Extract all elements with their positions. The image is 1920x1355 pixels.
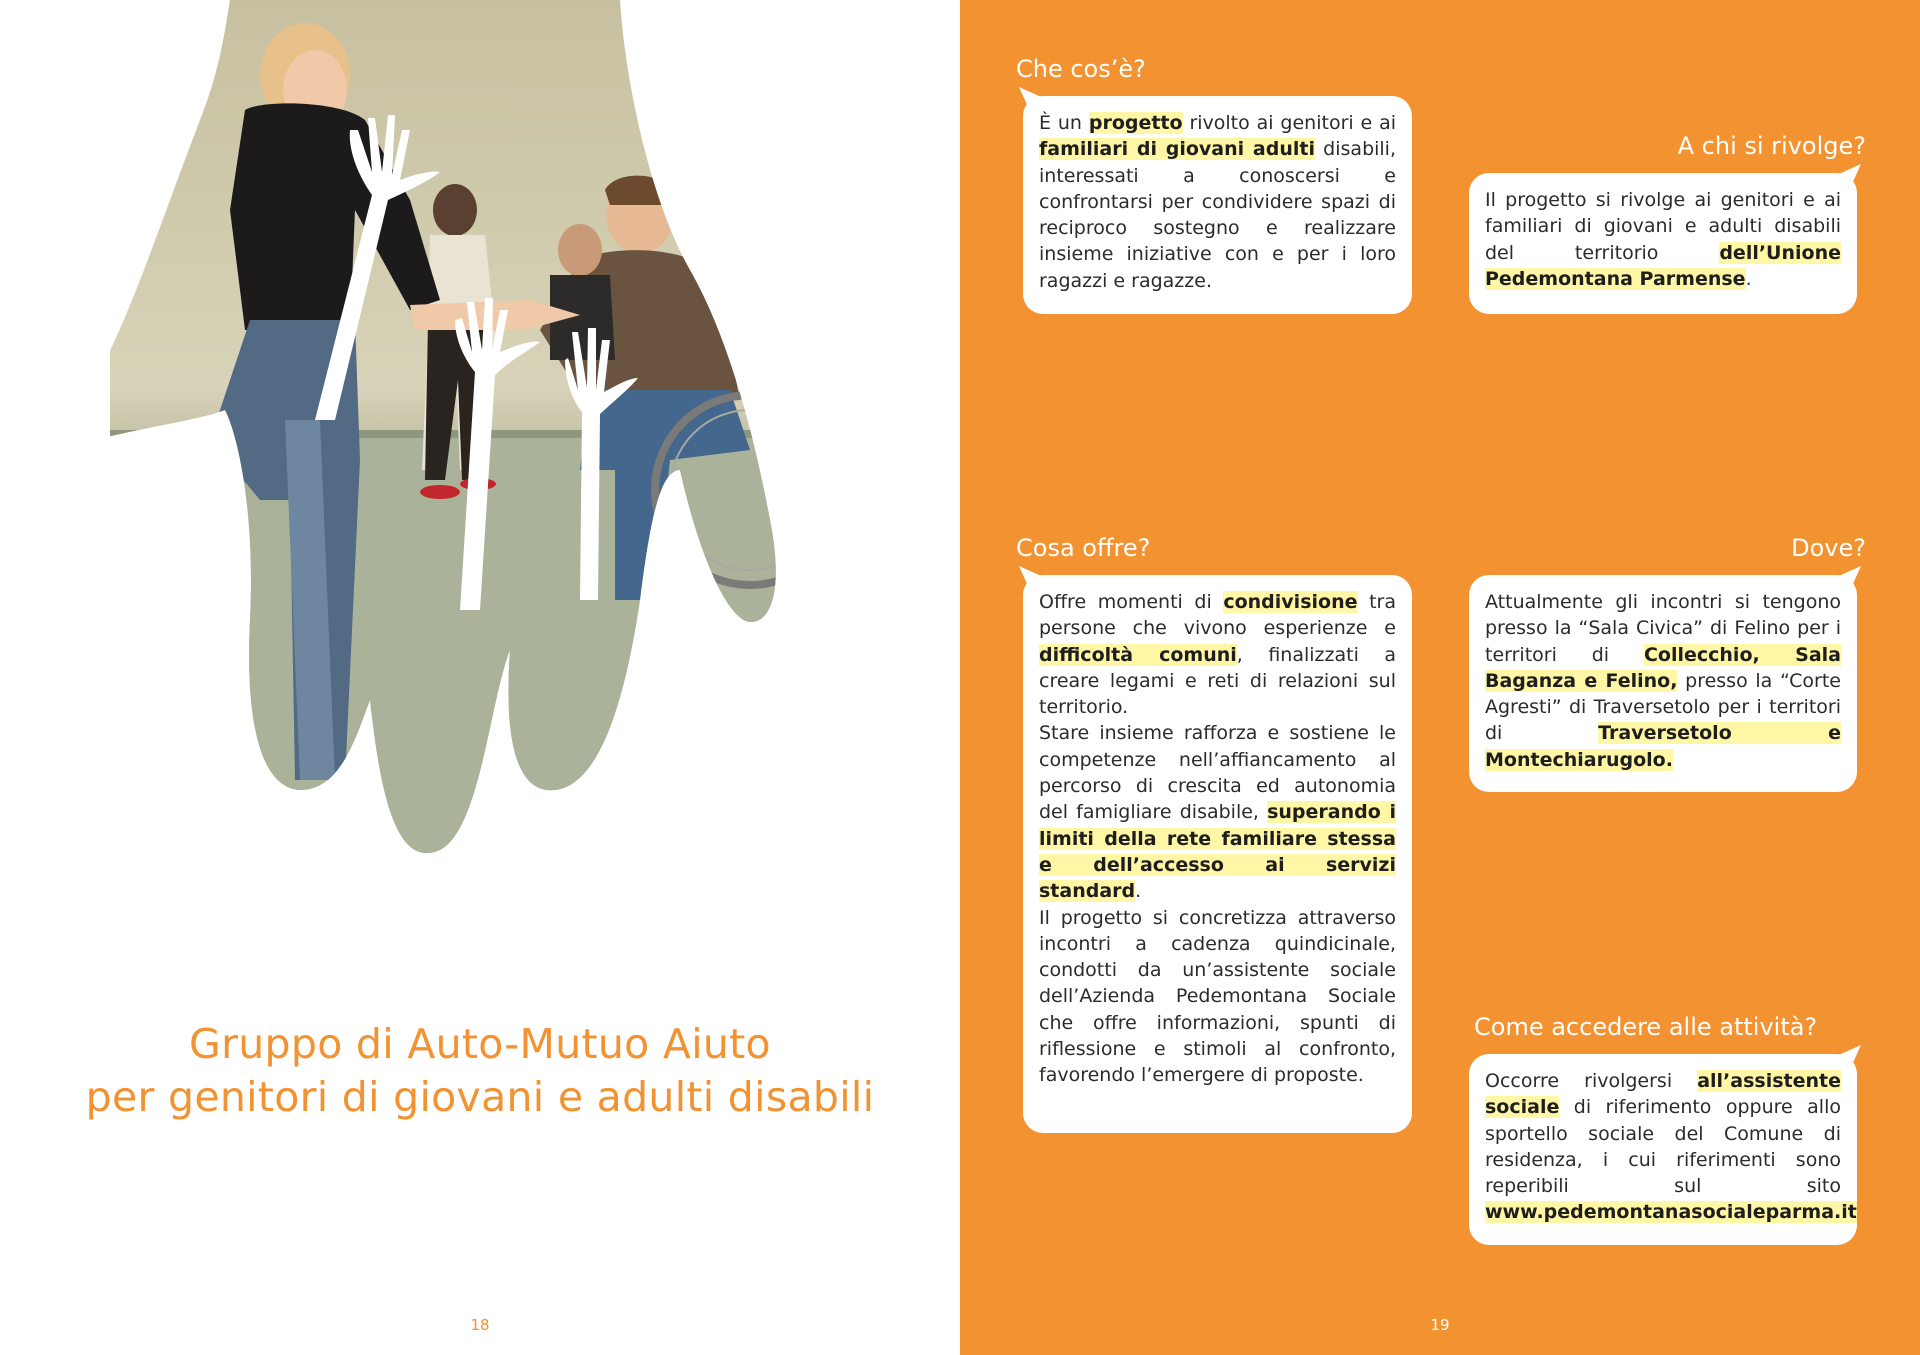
text-cosa-offre-3: Il progetto si concretizza attraverso incontri a cadenza quindicinale, condotti da un’assistente sociale dell’Azienda Pedemontana Sociale che offre informazioni, spunti di riflessione e stimoli al confronto, favorendo l’emergere di proposte. bbox=[1039, 906, 1396, 1087]
text-dove: Attualmente gli incontri si tengono presso la “Sala Civica” di Felino per i territori di Collecchio, Sala Baganza e Felino, presso la “Corte Agresti” di Traversetolo per i territori di Traversetolo e Montechiarugolo. bbox=[1485, 591, 1842, 771]
bubble-che-cose bbox=[1023, 96, 1412, 314]
text-che-cose: È un progetto rivolto ai genitori e ai familiari di giovani adulti disabili, interessati a conoscersi e confrontarsi per condividere spazi di reciproco sostegno e realizzare insieme iniziative con e per i loro ragazzi e ragazze. bbox=[1039, 112, 1397, 292]
heading-a-chi: A chi si rivolge? bbox=[1677, 132, 1866, 160]
heading-dove: Dove? bbox=[1791, 534, 1866, 562]
text-a-chi: Il progetto si rivolge ai genitori e ai familiari di giovani e adulti disabili del territorio dell’Unione Pedemontana Parmense. bbox=[1485, 189, 1841, 290]
title-line-1: Gruppo di Auto-Mutuo Aiuto bbox=[189, 1020, 771, 1068]
bubble-cosa-offre bbox=[1023, 575, 1412, 1133]
text-cosa-offre-1: Offre momenti di condivisione tra persone che vivono esperienze e difficoltà comuni, finalizzati a creare legami e reti di relazioni sul territorio. bbox=[1039, 591, 1396, 719]
heading-cosa-offre: Cosa offre? bbox=[1016, 534, 1151, 562]
heading-come-accedere: Come accedere alle attività? bbox=[1474, 1013, 1818, 1041]
heading-che-cose: Che cos’è? bbox=[1016, 55, 1146, 83]
page-number-left: 18 bbox=[470, 1316, 490, 1334]
website-link[interactable]: www.pedemontanasocialeparma.it bbox=[1485, 1201, 1857, 1224]
text-come-accedere: Occorre rivolgersi all’assistente sociale di riferimento oppure allo sportello sociale del Comune di residenza, i cui riferimenti sono reperibili sul sito www.pedemontanasocialeparma.it bbox=[1485, 1070, 1857, 1224]
bubble-a-chi bbox=[1469, 173, 1857, 314]
bubble-dove bbox=[1469, 575, 1857, 792]
page-number-right: 19 bbox=[1430, 1316, 1450, 1334]
hand-shaped-photo bbox=[110, 0, 850, 860]
text-cosa-offre-2: Stare insieme rafforza e sostiene le competenze nell’affiancamento al percorso di crescita ed autonomia del famigliare disabile, superando i limiti della rete familiare stessa e dell’accesso ai servizi standard. bbox=[1039, 722, 1396, 903]
bubble-come-accedere bbox=[1469, 1054, 1857, 1245]
title-line-2: per genitori di giovani e adulti disabili bbox=[85, 1073, 875, 1121]
brochure-title bbox=[0, 1018, 960, 1124]
